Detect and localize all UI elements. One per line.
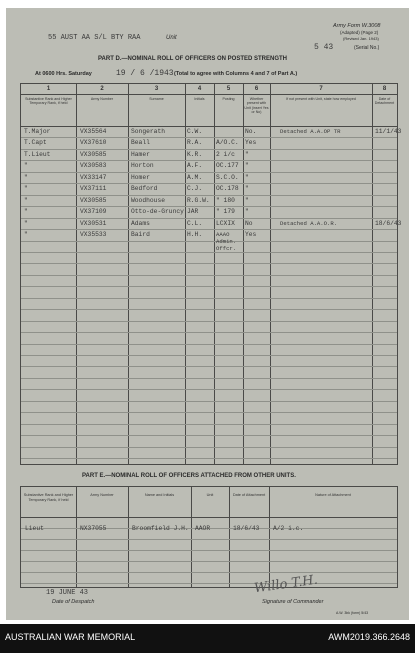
cell-value: 2 i/c — [216, 150, 235, 158]
cell-value: T.Capt — [24, 139, 47, 147]
footer-source: AUSTRALIAN WAR MEMORIAL — [5, 632, 136, 642]
part-e-title: PART E.—NOMINAL ROLL OF OFFICERS ATTACHED FROM OTHER UNITS. — [82, 473, 296, 479]
cell-value: " — [24, 231, 28, 239]
column-number: 7 — [319, 86, 323, 92]
form-id: Army Form W.3008 — [333, 23, 381, 29]
serial-typed: 5 43 — [314, 43, 334, 52]
cell-value: Otto-de-Gruncy — [131, 208, 184, 216]
cell-value: Adams — [131, 219, 150, 227]
despatch-typed: 19 JUNE 43 — [46, 589, 89, 597]
row-rule — [21, 137, 397, 138]
column-header: Initials — [194, 97, 205, 101]
cell-value: " — [24, 196, 28, 204]
date-typed: 19 / 6 /1943 — [116, 69, 174, 78]
cell-value: Beall — [131, 139, 150, 147]
cell-value: " 180 — [216, 196, 235, 204]
cell-value: OC.177 — [216, 162, 239, 170]
cell-value: Homer — [131, 173, 150, 181]
footer-accession: AWM2019.366.2648 — [328, 632, 410, 642]
cell-value: Broomfield J.H. — [132, 525, 189, 532]
cell-value: No — [245, 219, 253, 227]
column-number: 6 — [254, 86, 259, 92]
cell-value: AAOR — [195, 525, 211, 532]
archive-footer — [0, 624, 415, 653]
cell-value: " — [245, 196, 249, 204]
cell-value: VX35564 — [80, 128, 107, 135]
row-rule — [21, 583, 397, 584]
row-rule — [21, 378, 397, 379]
column-number: 8 — [382, 86, 387, 92]
row-rule — [21, 435, 397, 436]
cell-value: " 179 — [216, 208, 235, 216]
cell-value: VX37610 — [80, 139, 107, 147]
date-line-suffix: (Total to agree with Columns 4 and 7 of Part A.) — [174, 71, 298, 77]
row-rule — [21, 412, 397, 413]
row-rule — [21, 321, 397, 322]
cell-value: VX33147 — [80, 173, 107, 181]
row-rule — [21, 447, 397, 448]
cell-value: Yes — [245, 231, 257, 239]
cell-value: Songerath — [131, 128, 166, 135]
column-header: Nature of Attachment — [315, 493, 351, 497]
row-rule — [21, 550, 397, 551]
cell-value: VX30585 — [80, 150, 107, 158]
column-header: Date of Attachment — [232, 493, 266, 497]
column-header: Date of Detachment — [374, 97, 395, 106]
column-header: Unit — [206, 493, 214, 497]
cell-value: A.F. — [187, 162, 203, 170]
cell-value: VX30531 — [80, 219, 107, 227]
cell-value: Bedford — [131, 185, 158, 193]
cell-value: VX37109 — [80, 208, 107, 216]
cell-value: " — [24, 219, 28, 227]
column-header: Posting — [222, 97, 235, 101]
form-revised: (Revised Jan. 1943) — [343, 36, 379, 41]
cell-value: " — [245, 162, 249, 170]
cell-value: K.R. — [187, 150, 203, 158]
cell-value: Yes — [245, 139, 257, 147]
cell-value: AAAO Admin. Offcr. — [216, 231, 237, 253]
row-rule — [21, 229, 397, 230]
header-rule — [21, 94, 397, 95]
part-e-table — [20, 486, 398, 588]
column-header: Substantive Rank and Higher Temporary Rank, if held — [25, 97, 72, 106]
serial-label: (Serial No.) — [354, 45, 380, 51]
row-rule — [21, 309, 397, 310]
cell-value: VX30583 — [80, 162, 107, 170]
column-number: 1 — [46, 86, 51, 92]
army-form-sheet — [6, 8, 409, 620]
column-header: Whether present with Unit (insert Yes or No) — [244, 97, 269, 115]
cell-value: R.A. — [187, 139, 203, 147]
cell-value: Detached A.A.OP TR — [280, 128, 341, 135]
cell-value: Woodhouse — [131, 196, 166, 204]
cell-value: " — [24, 208, 28, 216]
cell-value: S.C.O. — [216, 173, 239, 181]
row-rule — [21, 252, 397, 253]
row-rule — [21, 424, 397, 425]
cell-value: VX35533 — [80, 231, 107, 239]
column-header: Surname — [149, 97, 164, 101]
row-rule — [21, 355, 397, 356]
row-rule — [21, 172, 397, 173]
cell-value: VX30585 — [80, 196, 107, 204]
cell-value: " — [245, 208, 249, 216]
row-rule — [21, 149, 397, 150]
column-header: Substantive Rank and Higher Temporary Rank, if held — [23, 493, 74, 502]
form-adapted: (Adapted) (Page 2) — [340, 30, 379, 35]
column-header: Army Number — [90, 493, 114, 497]
row-rule — [21, 561, 397, 562]
cell-value: Baird — [131, 231, 150, 239]
column-header: Name and Initials — [144, 493, 175, 497]
row-rule — [21, 458, 397, 459]
cell-value: C.J. — [187, 185, 203, 193]
cell-value: " — [245, 150, 249, 158]
column-number: 2 — [100, 86, 104, 92]
unit-typed: 55 AUST AA S/L BTY RAA — [48, 34, 141, 42]
row-rule — [21, 241, 397, 242]
cell-value: Detached A.A.O.R. — [280, 219, 338, 227]
column-header: If not present with Unit, state how employed — [286, 97, 356, 101]
row-rule — [21, 206, 397, 207]
despatch-label: Date of Despatch — [52, 599, 95, 605]
cell-value: OC.178 — [216, 185, 239, 193]
commander-signature: Willo T.H. — [253, 572, 319, 597]
row-rule — [21, 218, 397, 219]
cell-value: " — [24, 162, 28, 170]
date-line-prefix: At 0600 Hrs. Saturday — [35, 71, 92, 77]
row-rule — [21, 539, 397, 540]
row-rule — [21, 366, 397, 367]
cell-value: 18/6/43 — [233, 525, 260, 532]
column-header: Army Number — [90, 97, 114, 101]
row-rule — [21, 389, 397, 390]
signature-label: Signature of Commander — [262, 599, 324, 605]
cell-value: 11/1/43 — [375, 128, 402, 135]
cell-value: 18/6/43 — [375, 219, 402, 227]
cell-value: " — [245, 185, 249, 193]
row-rule — [21, 286, 397, 287]
cell-value: Hamer — [131, 150, 150, 158]
row-rule — [21, 263, 397, 264]
cell-value: R.G.W. — [187, 196, 210, 204]
row-rule — [21, 344, 397, 345]
cell-value: C.W. — [187, 128, 203, 135]
part-d-title: PART D.—NOMINAL ROLL OF OFFICERS ON POSTED STRENGTH — [98, 56, 288, 62]
cell-value: T.Lieut — [24, 150, 51, 158]
cell-value: A/O.C. — [216, 139, 239, 147]
row-rule — [21, 401, 397, 402]
row-rule — [21, 572, 397, 573]
row-rule — [21, 183, 397, 184]
cell-value: Horton — [131, 162, 154, 170]
row-rule — [21, 332, 397, 333]
cell-value: No. — [245, 128, 257, 135]
cell-value: T.Major — [24, 128, 51, 135]
column-number: 5 — [226, 86, 231, 92]
cell-value: H.H. — [187, 231, 203, 239]
cell-value: " — [24, 185, 28, 193]
column-number: 3 — [154, 86, 159, 92]
cell-value: NX37055 — [80, 525, 107, 532]
cell-value: LCXIX — [216, 219, 235, 227]
cell-value: Lieut — [25, 525, 44, 532]
header-rule — [21, 517, 397, 518]
row-rule — [21, 298, 397, 299]
row-rule — [21, 275, 397, 276]
cell-value: " — [245, 173, 249, 181]
cell-value: A/2 i.c. — [273, 525, 304, 532]
unit-label: Unit — [166, 35, 177, 41]
part-d-table — [20, 83, 402, 465]
printer-mark: A.W. 3bk (form) 5/43 — [336, 611, 369, 615]
cell-value: C.L. — [187, 219, 203, 227]
cell-value: VX37111 — [80, 185, 107, 193]
cell-value: JAR — [187, 208, 199, 216]
cell-value: A.M. — [187, 173, 203, 181]
row-rule — [21, 160, 397, 161]
header-rule — [21, 126, 397, 127]
cell-value: " — [24, 173, 28, 181]
column-number: 4 — [197, 86, 202, 92]
row-rule — [21, 195, 397, 196]
